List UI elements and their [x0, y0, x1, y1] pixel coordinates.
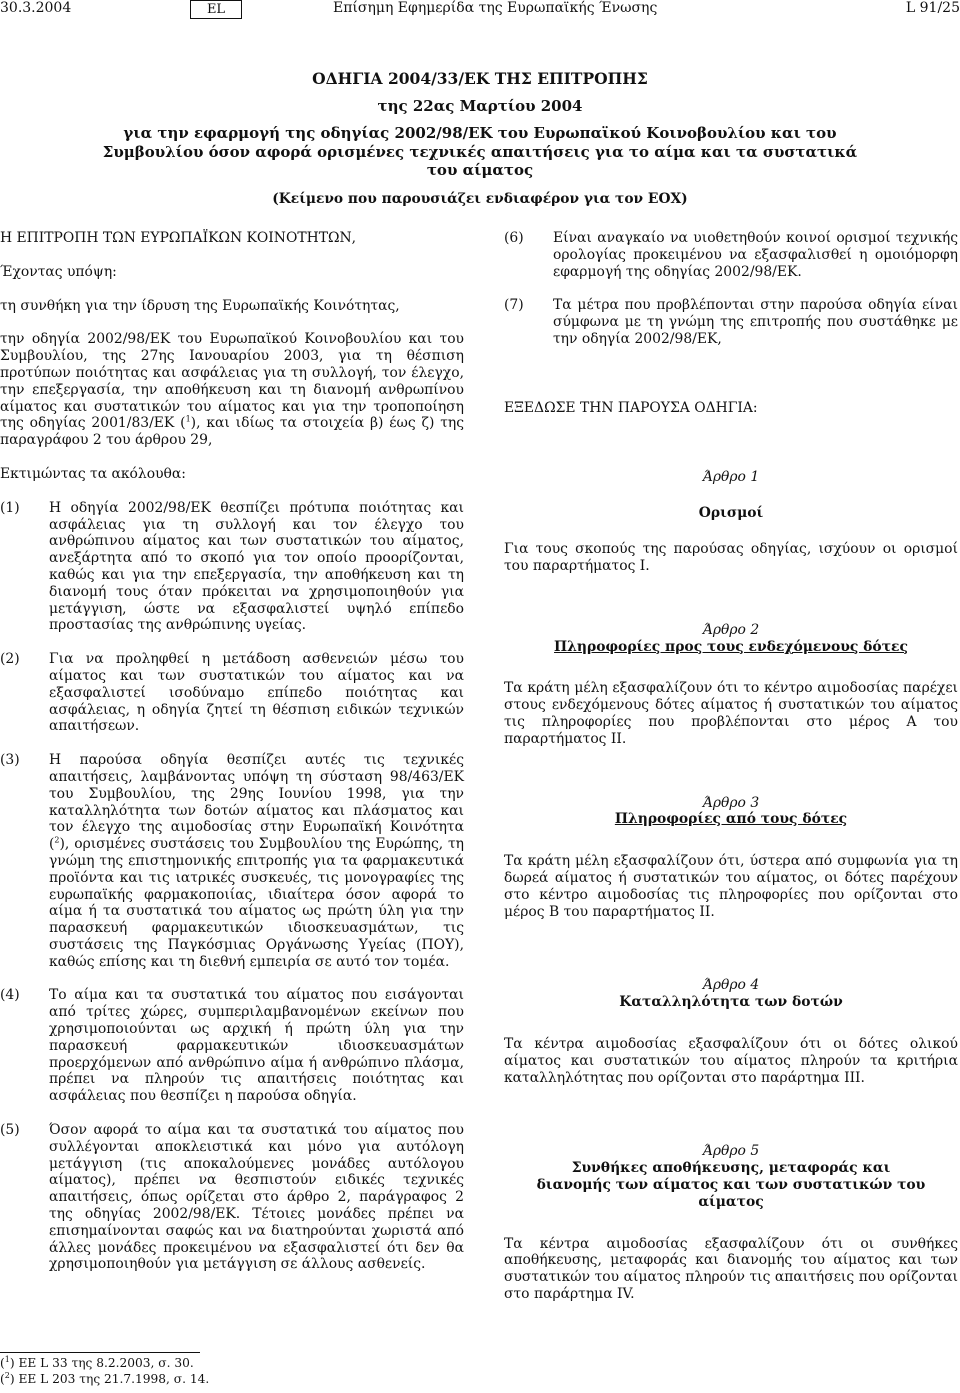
- publication-date: 30.3.2004: [0, 0, 72, 16]
- article-title: Πληροφορίες προς τους ενδεχόμενους δότες: [554, 638, 908, 655]
- recital-text: Το αίμα και τα συστατικά του αίματος που εισάγονται από τρίτες χώρες, συμπεριλαμβανομένων εκείνων που χρησιμοποιούνται ως αρχική ή πρώτη ύλη για την παρασκευή φαρμακευτικών ιδιοσκευασμάτων προερχόμενων από ανθρώπινο αίμα ή ανθρώπινο πλάσμα, πρέπει να πληρούν τις απαιτήσεις ποιότητας και ασφάλειας που θεσπίζει η παρούσα οδηγία.: [49, 987, 464, 1105]
- directive-title: ΟΔΗΓΙΑ 2004/33/ΕΚ ΤΗΣ ΕΠΙΤΡΟΠΗΣ: [312, 69, 648, 88]
- article-title: Ορισμοί: [698, 505, 764, 522]
- recital: [0, 500, 464, 634]
- article-title: Συνθήκες αποθήκευσης, μεταφοράς και διανομής των αίματος και των συστατικών του αίματος: [536, 1160, 926, 1210]
- recital-number: (3): [0, 752, 20, 769]
- recital: [0, 1122, 464, 1273]
- document-title-block: [0, 70, 960, 208]
- article-text: Τα κράτη μέλη εξασφαλίζουν ότι το κέντρο αιμοδοσίας παρέχει στους ενδεχόμενους δότες αίματος ή συστατικών του αίματος τις πληροφορίες που προβλέπονται στο μέρος Α του παραρτήματος II.: [504, 680, 958, 747]
- article-text: Τα κέντρα αιμοδοσίας εξασφαλίζουν ότι οι συνθήκες αποθήκευσης, μεταφοράς και διανομής του αίματος και των συστατικών του αίματος πληρούν τις απαιτήσεις που ορίζονται στο παράρτημα IV.: [504, 1235, 958, 1302]
- issuing-body: Η ΕΠΙΤΡΟΠΗ ΤΩΝ ΕΥΡΩΠΑΪΚΩΝ ΚΟΙΝΟΤΗΤΩΝ,: [0, 230, 357, 246]
- article-number: Άρθρο 2: [702, 621, 760, 638]
- footnote: ($^2$) ΕΕ L 203 της 21.7.1998, σ. 14.: [0, 1370, 210, 1386]
- recital-text: Είναι αναγκαίο να υιοθετηθούν κοινοί ορισμοί τεχνικής ορολογίας προκειμένου να εξασφαλισθεί η ομοιόμορφη εφαρμογή της οδηγίας 2002/98/ΕΚ.: [553, 230, 958, 280]
- article: [504, 795, 958, 921]
- article-number: Άρθρο 3: [702, 794, 760, 811]
- article-title: Πληροφορίες από τους δότες: [614, 811, 848, 828]
- directive-date: της 22ας Μαρτίου 2004: [377, 97, 583, 115]
- recital: [0, 752, 464, 970]
- recital-number: (5): [0, 1122, 20, 1139]
- recital-number: (4): [0, 987, 20, 1004]
- right-column: [504, 230, 958, 1303]
- recital: [504, 297, 958, 347]
- article-number: Άρθρο 4: [702, 977, 760, 994]
- recital-text: Η παρούσα οδηγία θεσπίζει αυτές τις τεχνικές απαιτήσεις, λαμβάνοντας υπόψη τη σύσταση 98/463/ΕΚ του Συμβουλίου, της 29ης Ιουνίου 1998, για την καταλληλότητα των δοτών αίματος και πλάσματος και τον έλεγχο της αιμοδοσίας στην Ευρωπαϊκή Κοινότητα ($^2$), ορισμένες συστάσεις του Συμβουλίου της Ευρώπης, τη γνώμη της επιστημονικής επιτροπής για τα φαρμακευτικά προϊόντα και τις ιατρικές συσκευές, τις μονογραφίες της ευρωπαϊκής φαρμακοποιίας, ιδιαίτερα όσον αφορά το αίμα ή τα συστατικά του αίματος ως πρώτη ύλη για την παρασκευή φαρμακευτικών ιδιοσκευασμάτων, τις συστάσεις της Παγκόσμιας Οργάνωσης Υγείας (ΠΟΥ), καθώς επίσης και τη διεθνή εμπειρία σε αυτό τον τομέα.: [49, 752, 464, 970]
- footnotes: [0, 1355, 464, 1387]
- directive-subject: για την εφαρμογή της οδηγίας 2002/98/ΕΚ του Ευρωπαϊκού Κοινοβουλίου και του Συμβουλίου όσον αφορά ορισμένες τεχνικές απαιτήσεις για το αίμα και τα συστατικά του αίματος: [102, 124, 858, 179]
- recital: [0, 987, 464, 1105]
- article-text: Τα κέντρα αιμοδοσίας εξασφαλίζουν ότι οι δότες ολικού αίματος και συστατικών του αίματος πληρούν τα κριτήρια καταλληλότητας που ορίζονται στο παράρτημα III.: [504, 1035, 958, 1086]
- article: [504, 977, 958, 1086]
- recital-number: (2): [0, 651, 20, 668]
- recital: [504, 230, 958, 280]
- whereas-heading: Εκτιμώντας τα ακόλουθα:: [0, 465, 186, 482]
- recital-text: Όσον αφορά το αίμα και τα συστατικά του αίματος που συλλέγονται αποκλειστικά και μόνο για αυτόλογη μετάγγιση (τις αποκαλούμενες μονάδες αυτόλογου αίματος), πρέπει να θεσπιστούν ειδικές τεχνικές απαιτήσεις, όπως ορίζεται στο άρθρο 2, παράγραφος 2 της οδηγίας 2002/98/ΕΚ. Τέτοιες μονάδες πρέπει να επισημαίνονται σαφώς και να διατηρούνται χωριστά από άλλες μονάδες προκειμένου να εξασφαλιστεί ότι δεν θα χρησιμοποιηθούν για μετάγγιση σε άλλους ασθενείς.: [49, 1122, 464, 1273]
- enacting-formula: ΕΞΕΔΩΣΕ ΤΗΝ ΠΑΡΟΥΣΑ ΟΔΗΓΙΑ:: [504, 399, 758, 416]
- article-text: Για τους σκοπούς της παρούσας οδηγίας, ισχύουν οι ορισμοί του παραρτήματος I.: [504, 541, 958, 574]
- article: [504, 622, 958, 748]
- recital-number: (6): [504, 230, 524, 246]
- recital-text: Για να προληφθεί η μετάδοση ασθενειών μέσω του αίματος και των συστατικών του αίματος και να εξασφαλιστεί ισοδύναμο επίπεδο ποιότητας και ασφάλειας, η οδηγία ζητεί τη θέσπιση ειδικών τεχνικών απαιτήσεων.: [49, 651, 464, 735]
- recital: [0, 651, 464, 735]
- article: [504, 469, 958, 575]
- recital-text: Η οδηγία 2002/98/ΕΚ θεσπίζει πρότυπα ποιότητας και ασφάλειας για τη συλλογή και τον έλεγχο του ανθρώπινου αίματος και των συστατικών του αίματος, ανεξάρτητα από το σκοπό για τον οποίο προορίζονται, καθώς και για την επεξεργασία, την αποθήκευση και τη διανομή τους όταν πρόκειται να χρησιμοποιηθούν για μετάγγιση, ώστε να εξασφαλιστεί υψηλό επίπεδο προστασίας της ανθρώπινης υγείας.: [49, 499, 464, 634]
- article-number: Άρθρο 5: [702, 1143, 760, 1160]
- article-text: Τα κράτη μέλη εξασφαλίζουν ότι, ύστερα από συμφωνία για τη δωρεά αίματος ή συστατικών του αίματος, οι δότες παρέχουν στο κέντρο αιμοδοσίας τις πληροφορίες που ορίζονται στο μέρος Β του παραρτήματος II.: [504, 853, 958, 920]
- footnote: ($^1$) ΕΕ L 33 της 8.2.2003, σ. 30.: [0, 1354, 194, 1370]
- footnote-divider: [0, 1352, 200, 1353]
- article: [504, 1143, 958, 1302]
- eea-relevance: (Κείμενο που παρουσιάζει ενδιαφέρον για τον ΕΟΧ): [272, 190, 688, 207]
- left-column: [0, 230, 464, 1290]
- recital-number: (7): [504, 297, 524, 314]
- directive-citation: την οδηγία 2002/98/ΕΚ του Ευρωπαϊκού Κοινοβουλίου και του Συμβουλίου, της 27ης Ιανουαρίου 2003, για τη θέσπιση προτύπων ποιότητας και ασφάλειας για τη συλλογή, τον έλεγχο, την επεξεργασία, την αποθήκευση και τη διανομή ανθρωπίνου αίματος και συστατικών του αίματος και για την τροποποίηση της οδηγίας 2001/83/ΕΚ ($^1$), και ιδίως τα στοιχεία β) έως ζ) της παραγράφου 2 του άρθρου 29,: [0, 331, 465, 449]
- article-number: Άρθρο 1: [702, 468, 760, 485]
- language-badge: EL: [190, 0, 242, 19]
- article-title: Καταλληλότητα των δοτών: [619, 994, 843, 1011]
- treaty-citation: τη συνθήκη για την ίδρυση της Ευρωπαϊκής Κοινότητας,: [0, 297, 400, 314]
- footnote-ref: 1: [185, 414, 191, 424]
- footnote-ref: 2: [54, 835, 60, 845]
- journal-name: Επίσημη Εφημερίδα της Ευρωπαϊκής Ένωσης: [333, 0, 658, 16]
- having-regard: Έχοντας υπόψη:: [0, 263, 117, 280]
- page-header: [0, 0, 960, 22]
- recital-number: (1): [0, 499, 20, 516]
- recital-text: Τα μέτρα που προβλέπονται στην παρούσα οδηγία είναι σύμφωνα με τη γνώμη της επιτροπής που συστάθηκε με την οδηγία 2002/98/ΕΚ,: [553, 297, 958, 347]
- page-reference: L 91/25: [905, 0, 960, 16]
